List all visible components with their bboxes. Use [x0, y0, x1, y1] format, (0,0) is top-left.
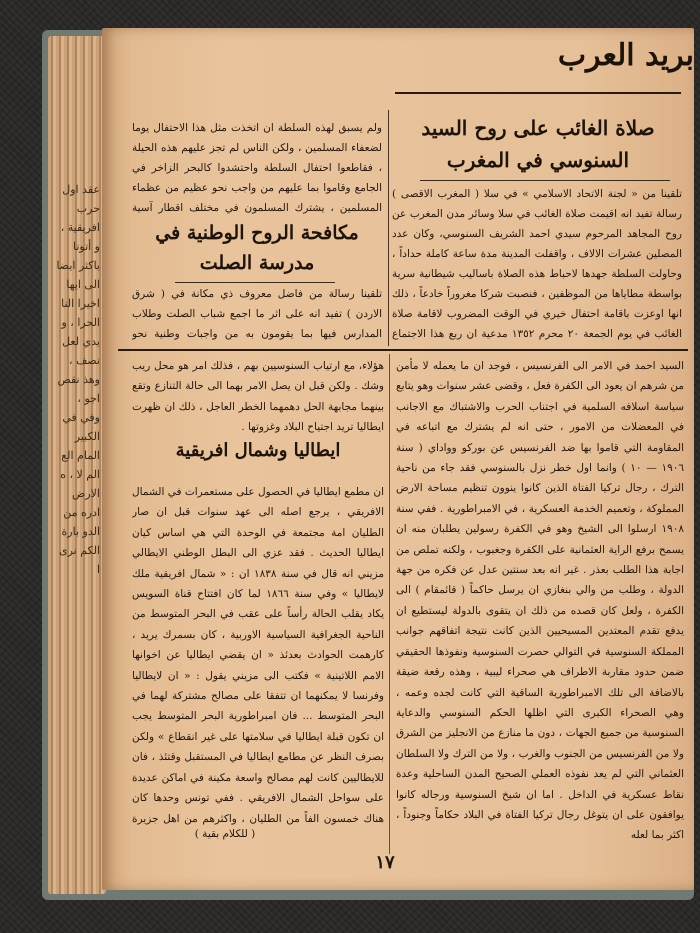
article1-title-line1: صلاة الغائب على روح السيد [421, 116, 655, 140]
column-divider-top [388, 110, 389, 346]
article2-title-line1: مكافحة الروح الوطنية في [155, 222, 359, 244]
continued-note: ( للكلام بقية ) [194, 828, 256, 840]
article4-title: ايطاليا وشمال افريقية [175, 440, 341, 461]
article1-title-line2: السنوسي في المغرب [446, 148, 630, 172]
page-number: ١٧ [375, 852, 395, 873]
article2-body: تلقينا رسالة من فاضل معروف ذي مكانة في ( شرق الاردن ) تفيد انه على اثر ما اجمع شباب الصلت وطلاب المدارس فيها بما يقومون به من واجبات وطنية نحو [132, 288, 382, 340]
section-masthead: بريد العرب [557, 38, 694, 73]
article3-left-column: هؤلاء، مع ارتياب السنوسيين بهم ، فذلك امر هو محل ريب وشك . ولكن قبل ان يصل الامر بهما الى حالة التنازع وتقع بينهما مجابهة الحل دهمهما الخطر العاجل ، ذلك ان ظهرت ايطاليا تريد اجتياح البلاد وغزوتها . [132, 360, 384, 434]
horizontal-section-divider [118, 349, 688, 351]
article4-body: ان مطمع ايطاليا في الحصول على مستعمرات في الشمال الافريقي ، يرجع اصله الى عهد سنوات قبل ان صار الطليان امة مجتمعة في الوحدة التي هي اساس كيان ايطاليا الحديث . فقد عزي الى البطل الوطني الايطالي مزيني انه قال في سنة ١٨٣٨ ان : « شمال افريقية ملك لايطاليا » وفي سنة ١٨٦٦ لما كان افتتاح قناة السويس يكاد يقلب الحالة رأساً على عقب في البحر المتوسط من الناحية الجغرافية السياسية الاوربية ، كان بسمرك يريد ، كارهمت الحوادث بعدئذ « ان يقضي ايطاليا عن اخوانها الامم اللاتينية » فكتب الى مزيني يقول : « ان لايطاليا وفرنسا لا يمكنهما ان تتفقا على مصالح مشتركة لهما في البحر المتوسط ... فان امبراطورية البحر المتوسط يجب ان تكون قبلة ايطاليا في سلامتها على غير انقطاع » ولكن بصرف النظر عن مطامع ايطاليا في المستقبل وقتئذ ، فان للايطاليين كانت لهم مصالح واسعة مكينة في اماكن عديدة على سواحل الشمال الافريقي . ففي تونس وحدها كان هناك خمسون الفاً من الطليان ، واكثرهم من اهل جزيرة [132, 486, 384, 825]
column-divider-bottom [389, 354, 390, 854]
article3-right-column: السيد احمد في الامر الى الفرنسيس ، فوجد ان ما يعمله لا مأمن من شرهم ان يعود الى الكفرة فعل ، وقضى عشر سنوات وهو يتابع سياسة اسلافه السلمية في اجتناب الحرب والاشتباك مع الاجانب في المعضلات من الامور ، حتى انه لم يشترك مع اتباعه في المقاومة التي قاموا بها ضد الفرنسيس عن بورکو وواداي ( سنة ١٩٠٦ — ١٠ ) وانما اول خطر نزل بالسنوسي فقد جاء من ناحية الترك ، رجال تركيا الفتاة الذين كانوا ينوون تنظيم مساحة الارض المملوكة ، وتعميم الخدمة العسكرية ، في الامبراطورية . ففي سنة ١٩٠٨ ارسلوا الى الشيخ وهو في الكفرة رسولين يطلبان منه ان يسمح برفع الراية العثمانية على الكفرة وجغبوب ، ولكنه تملص من اجابة هذا الطلب بعذر . غير انه بعد سنتين عدل عن فكره من جهة الدولة ، وطلب من والي بنغازي ان يرسل حاكماً ( قائمقام ) الى الكفرة ، ولعل كان قصده من ذلك ان يتقوى بالدولة ليستطيع ان يدفع تقدم المعتدين المسيحيين الذين كانت نتيجة اتفاقهم جوانب المملكة السنوسية في التوالي حصرت السنوسية ونفوذها الحقيقي ضمن حدود مقاربة الاطراف هي صحراء ليبية ، وهذه رقعة ضيقة بالاضافة الى تلك الامبراطورية الساقية التي كانت لجده وعمه ، وهي الصحراء الكبرى التي اظلها الحكم السنوسي والدعاية السنوسية من جميع الجهات ، دون ما منازع من الانجليز من الشرق ولا من الفرنسيس من الجنوب والغرب ، ولا من الترك ولا السلطان العثماني التي لم يعد نفوذه العملي الصحيح المدن الساحلية وعدة نقاط عسكرية في الداخل . اما ان شيخ السنوسية ورجاله كانوا يوافقون على ان يتوغل رجال تركيا الفتاة في البلاد حكاماً وجنوداً ، اكثر بما لعله [396, 360, 684, 842]
previous-page-text-fragment: عقد اول حرب افريقية ، و أتونا باكثر ايضا الى ايها اخيرا النا الحرا ، و يدي لعل نصف ، وهذ نقص اجو ، وفي في الكبير المام الع الم لا ، ه الارض ادره من الدو بارة الكم نرى ا [56, 183, 100, 576]
article1-body: تلقينا من « لجنة الاتحاد الاسلامي » في سلا ( المغرب الاقصى ) رسالة تفيد انه اقيمت صلاة الغائب في سلا وسائر مدن المغرب عن روح المجاهد المرحوم سيدي احمد الشريف السنوسي، وكان عدد المصلين عشرات الالاف ، واقفلت المدينة مدة ساعة كاملة حداداً ، وحاولت السلطة جهدها لاحباط هذه الصلاة باساليب شيطانية سرية بواسطة مطاياها من الموظفين ، فنصبت شركا مغروراً خادعاً ، ذلك انها اوعزت باقامة احتفال خيري في الوقت المضروب لاقامة صلاة الغائب في يوم الجمعة ٢٠ محرم ١٣٥٢ مدعية ان ربع هذا الاجتماع [392, 188, 682, 340]
article2-title-line2: مدرسة الصلت [199, 252, 315, 274]
article1-continuation: ولم يسبق لهذه السلطة ان اتخذت مثل هذا الاحتفال يوما لضعفاء المسلمين ، ولكن الناس لم تجز عليهم هذه الحيلة ، فقاطعوا احتفال السلطة واحتشدوا كالبحر الزاخر في الجامع وقاموا بما عليهم من واجب نحو عظيم من عظماء المسلمين ، يشترك المسلمون في مختلف اقطار آسية [132, 122, 382, 214]
article1-title-rule [420, 180, 670, 181]
article2-title-rule [175, 282, 335, 283]
masthead-rule [395, 92, 681, 94]
